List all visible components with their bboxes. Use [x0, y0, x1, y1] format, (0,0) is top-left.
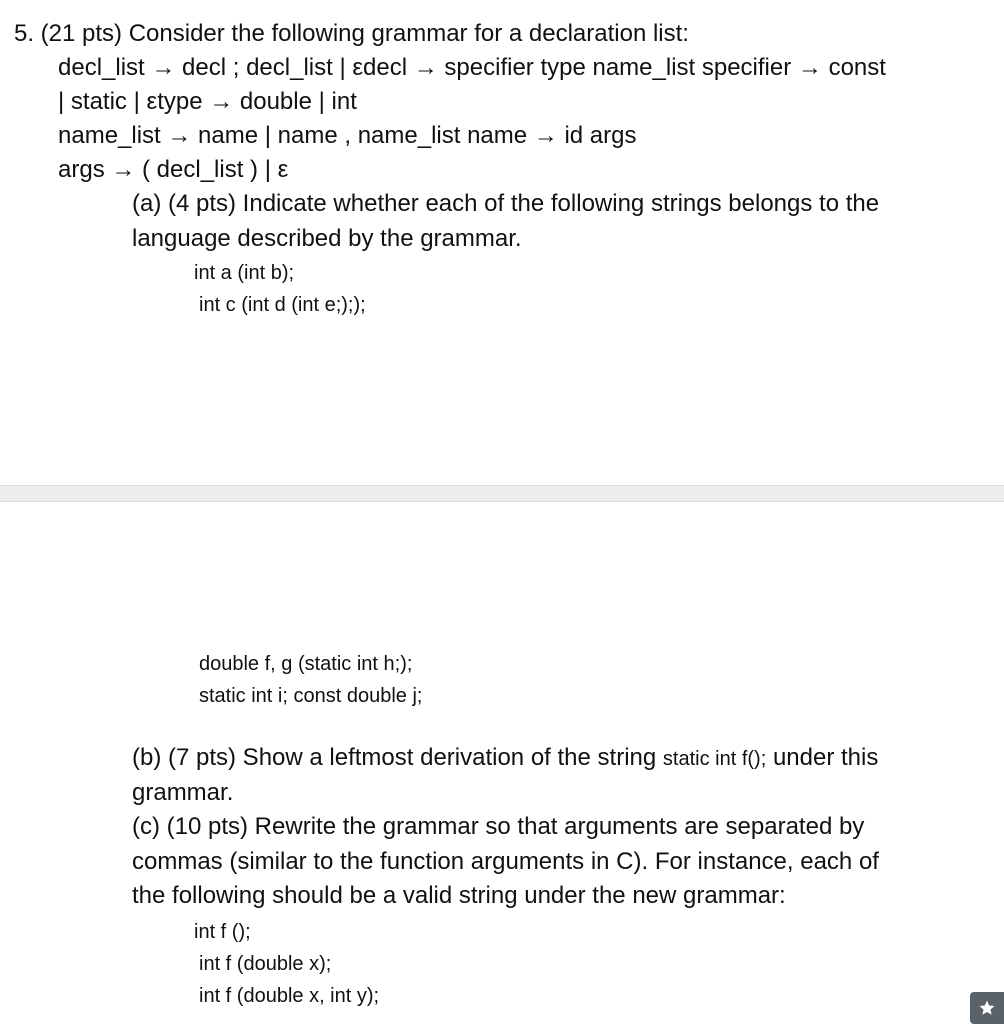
code-string-2: int c (int d (int e;););: [199, 294, 366, 316]
code-string-7: int f (double x, int y);: [199, 985, 380, 1007]
code-string-4: static int i; const double j;: [199, 685, 423, 707]
grammar-line-3: name_list → name | name , name_list name → id args: [58, 122, 637, 149]
grammar-line-2: | static | εtype → double | int: [58, 88, 357, 115]
grammar-line-4: args → ( decl_list ) | ε: [58, 156, 289, 183]
part-b-text-end: under this: [772, 744, 879, 771]
code-string-6: int f (double x);: [199, 953, 332, 975]
part-b-code: static int f();: [662, 748, 767, 770]
code-string-1: int a (int b);: [194, 262, 295, 284]
code-string-5: int f ();: [194, 921, 251, 943]
code-string-3: double f, g (static int h;);: [199, 653, 413, 675]
corner-widget-button[interactable]: [970, 992, 1004, 1024]
part-c-line-1: (c) (10 pts) Rewrite the grammar so that arguments are separated by: [132, 813, 865, 840]
star-icon: [978, 999, 996, 1017]
part-b-line-1: [132, 746, 878, 770]
part-c-line-2: commas (similar to the function arguments in C). For instance, each of: [132, 848, 879, 875]
part-b-line-2: grammar.: [132, 779, 234, 806]
page-divider: [0, 485, 1004, 502]
part-b-text: (b) (7 pts) Show a leftmost derivation of the string: [132, 744, 657, 771]
question-header: 5. (21 pts) Consider the following grammar for a declaration list:: [14, 20, 689, 47]
part-c-line-3: the following should be a valid string under the new grammar:: [132, 882, 786, 909]
part-a-line-2: language described by the grammar.: [132, 225, 522, 252]
part-a-line-1: (a) (4 pts) Indicate whether each of the following strings belongs to the: [132, 190, 880, 217]
grammar-line-1: decl_list → decl ; decl_list | εdecl → specifier type name_list specifier → const: [58, 54, 886, 81]
